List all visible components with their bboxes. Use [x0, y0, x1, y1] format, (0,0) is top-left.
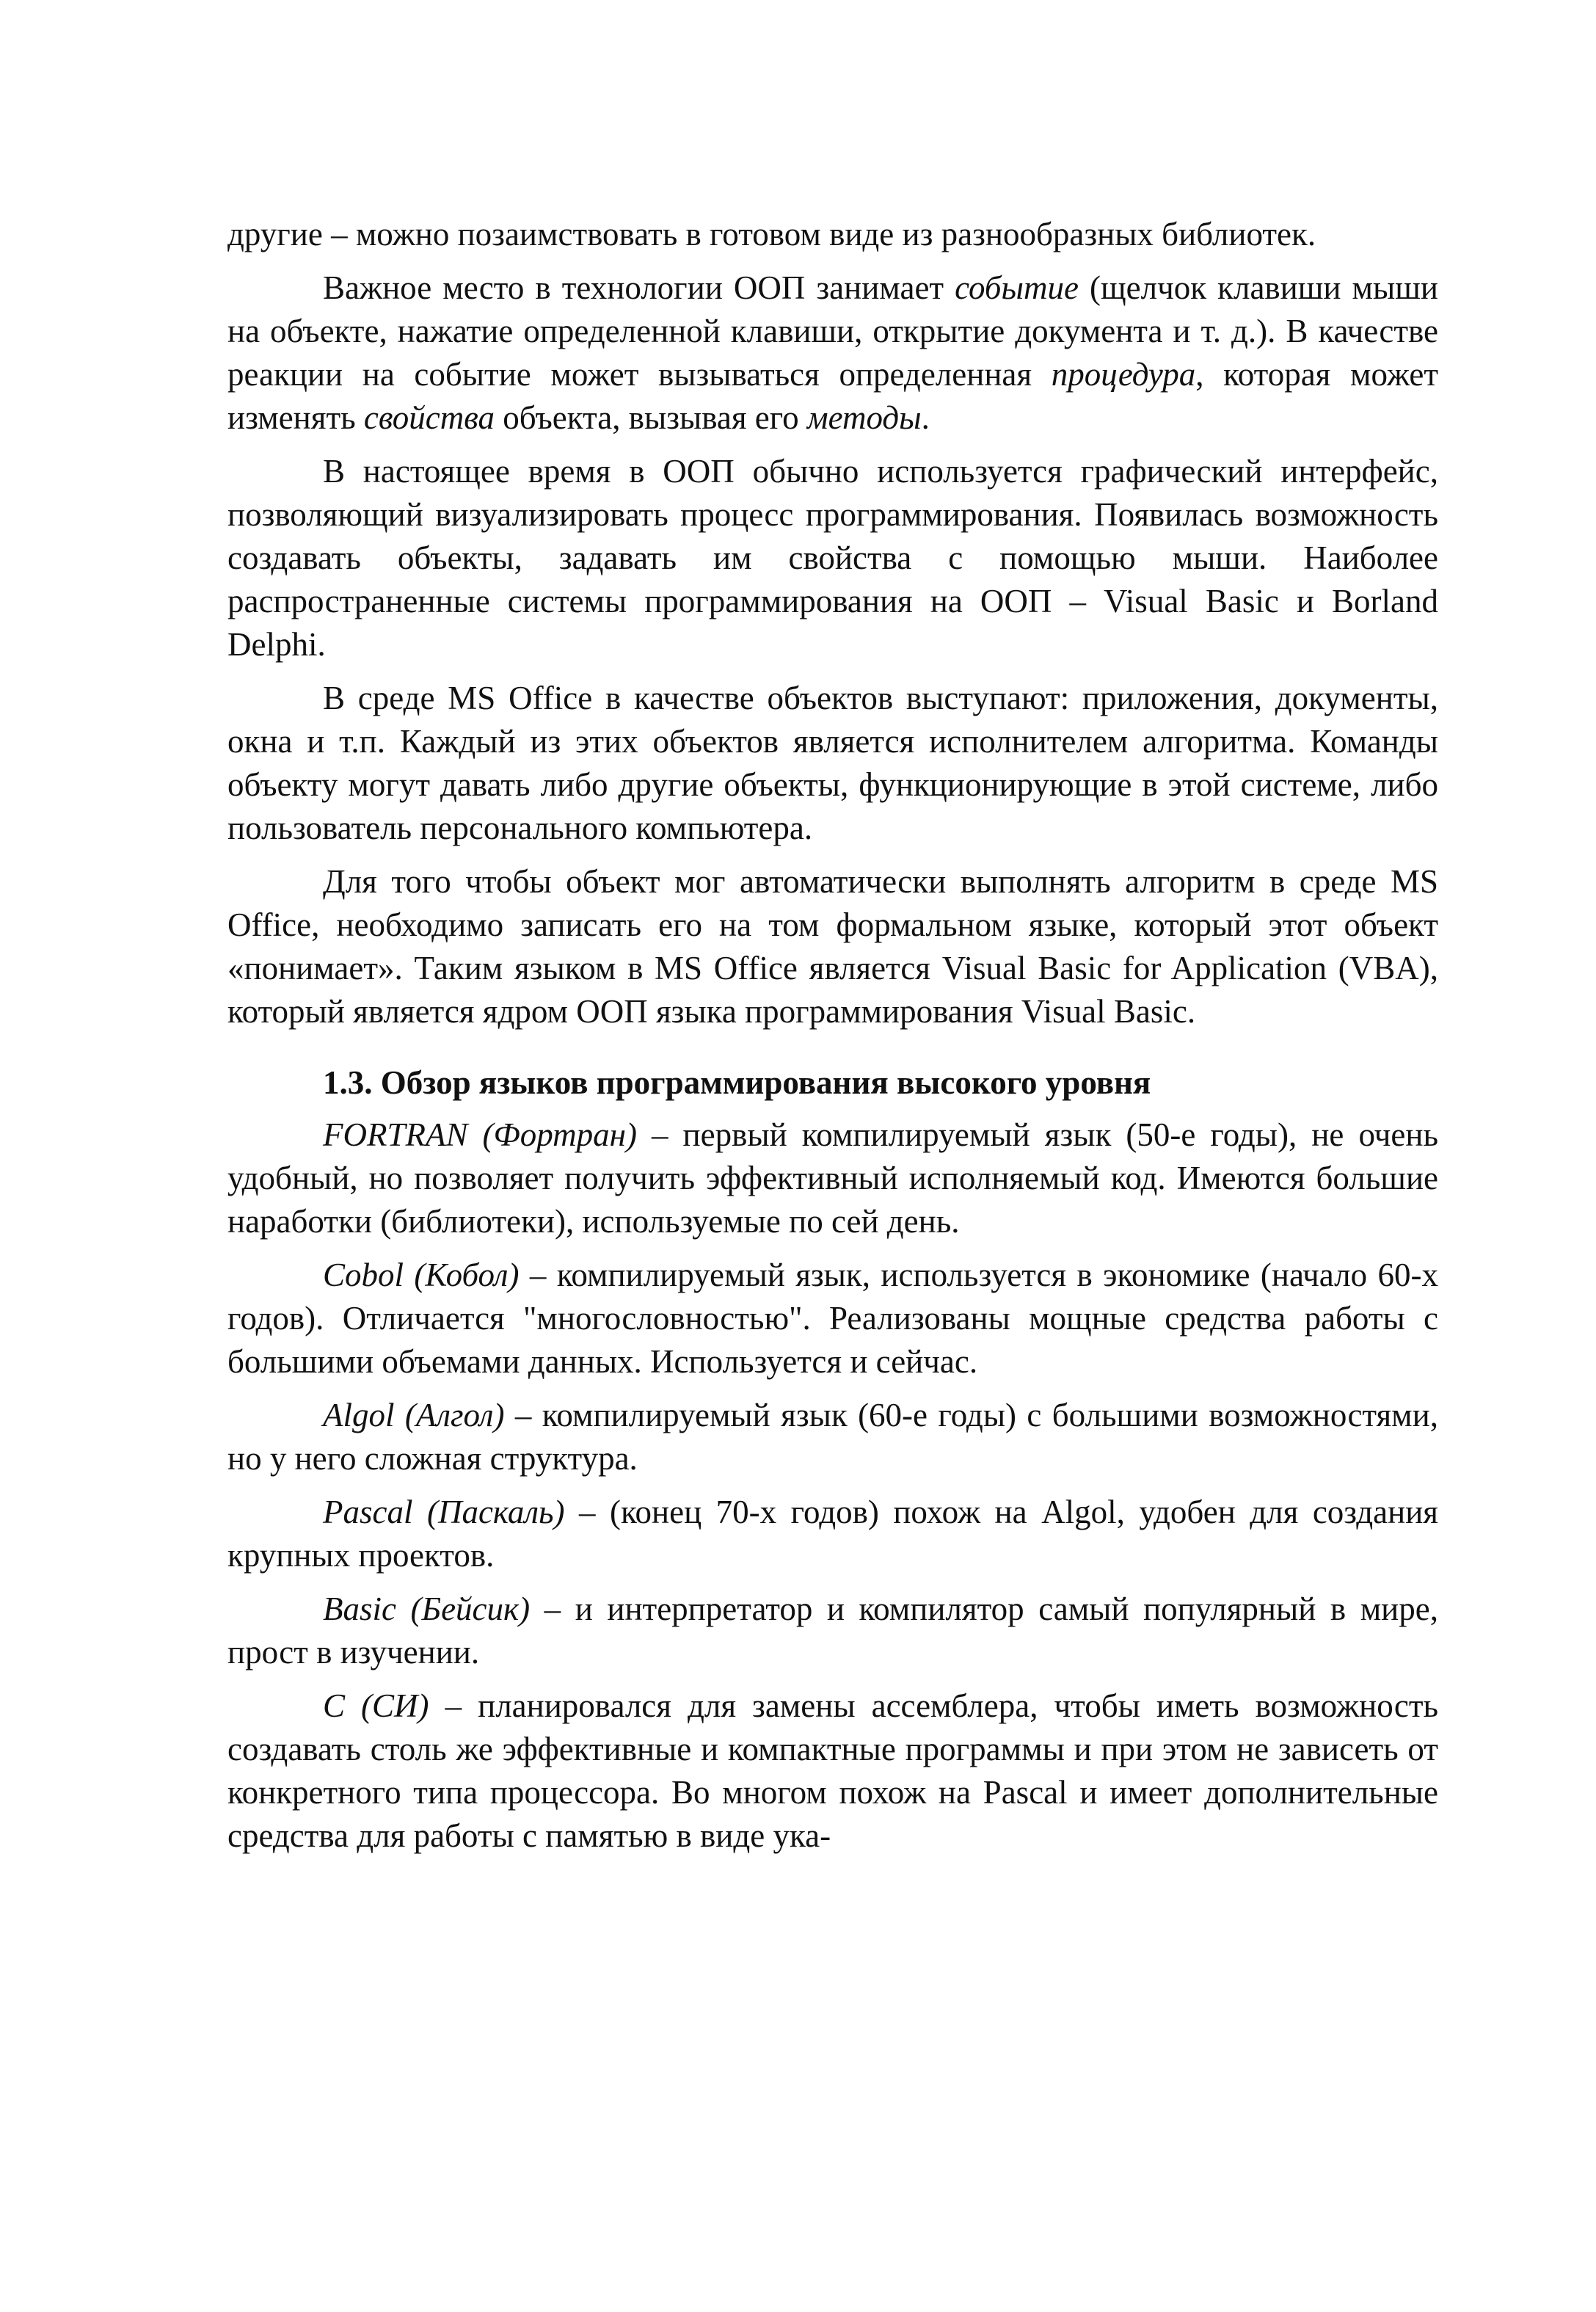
- language-name: FORTRAN (Фортран): [323, 1116, 637, 1153]
- text-run: объекта, вызывая его: [495, 399, 807, 436]
- language-description: – планировался для замены ассемблера, чтобы иметь возможность создавать столь же эффективные и компактные программы и при этом не зависеть от конкретного типа процессора. Во многом похож на Pascal и имеет дополнительные средства для работы с памятью в виде ука-: [227, 1687, 1439, 1854]
- language-name: Algol (Алгол): [323, 1397, 505, 1433]
- language-description: – и интерпретатор и компилятор самый популярный в мире, прост в изучении.: [227, 1591, 1438, 1671]
- text-run: , которая может изменять: [227, 356, 1438, 436]
- term-methods: методы: [806, 399, 922, 436]
- language-description: – (конец 70-х годов) похож на Algol, удобен для создания крупных проектов.: [227, 1494, 1438, 1574]
- language-entry-fortran: [227, 1113, 1438, 1243]
- paragraph-text: В настоящее время в ООП обычно используется графический интерфейс, позволяющий визуализировать процесс программирования. Появилась возможность создавать объекты, задавать им свойства с помощью мыши. Наиболее распространенные системы программирования на ООП – Visual Basic и Borland Delphi.: [227, 453, 1438, 663]
- term-procedure: процедура: [1051, 356, 1196, 393]
- language-name: Cobol (Кобол): [323, 1257, 520, 1293]
- paragraph-libraries: [227, 213, 1438, 256]
- section-heading: 1.3. Обзор языков программирования высокого уровня: [323, 1064, 1151, 1101]
- paragraph-text: В среде MS Office в качестве объектов выступают: приложения, документы, окна и т.п. Каждый из этих объектов является исполнителем алгоритма. Команды объекту могут давать либо другие объекты, функционирующие в этой системе, либо пользователь персонального компьютера.: [227, 680, 1438, 846]
- paragraph-gui: [227, 450, 1438, 666]
- language-name: Basic (Бейсик): [323, 1591, 531, 1627]
- language-name: Pascal (Паскаль): [323, 1494, 565, 1530]
- paragraph-text: другие – можно позаимствовать в готовом виде из разнообразных библиотек.: [227, 216, 1316, 252]
- text-run: Важное место в технологии ООП занимает: [323, 269, 955, 306]
- language-entry-c: [227, 1684, 1438, 1858]
- text-run: (щелчок клавиши мыши на объекте, нажатие определенной клавиши, открытие документа и т. д.). В качестве реакции на событие может вызываться определенная: [227, 269, 1438, 393]
- language-description: – компилируемый язык, используется в экономике (начало 60-х годов). Отличается "многословностью". Реализованы мощные средства работы с большими объемами данных. Используется и сейчас.: [227, 1257, 1438, 1380]
- paragraph-event: [227, 266, 1438, 440]
- document-page: [227, 213, 1438, 1868]
- language-entry-algol: [227, 1394, 1438, 1480]
- language-description: – первый компилируемый язык (50-е годы), не очень удобный, но позволяет получить эффективный исполняемый код. Имеются большие наработки (библиотеки), используемые по сей день.: [227, 1116, 1438, 1240]
- language-entry-basic: [227, 1588, 1438, 1674]
- paragraph-text: Для того чтобы объект мог автоматически выполнять алгоритм в среде MS Office, необходимо записать его на том формальном языке, который этот объект «понимает». Таким языком в MS Office является Visual Basic for Application (VBA), который является ядром ООП языка программирования Visual Basic.: [227, 863, 1438, 1030]
- paragraph-ms-office: [227, 677, 1438, 850]
- paragraph-vba: [227, 860, 1438, 1033]
- language-name: С (СИ): [323, 1687, 429, 1724]
- language-entry-pascal: [227, 1491, 1438, 1577]
- language-entry-cobol: [227, 1254, 1438, 1384]
- text-run: .: [921, 399, 930, 436]
- language-description: – компилируемый язык (60-е годы) с большими возможностями, но у него сложная структура.: [227, 1397, 1438, 1477]
- term-properties: свойства: [363, 399, 495, 436]
- term-event: событие: [955, 269, 1079, 306]
